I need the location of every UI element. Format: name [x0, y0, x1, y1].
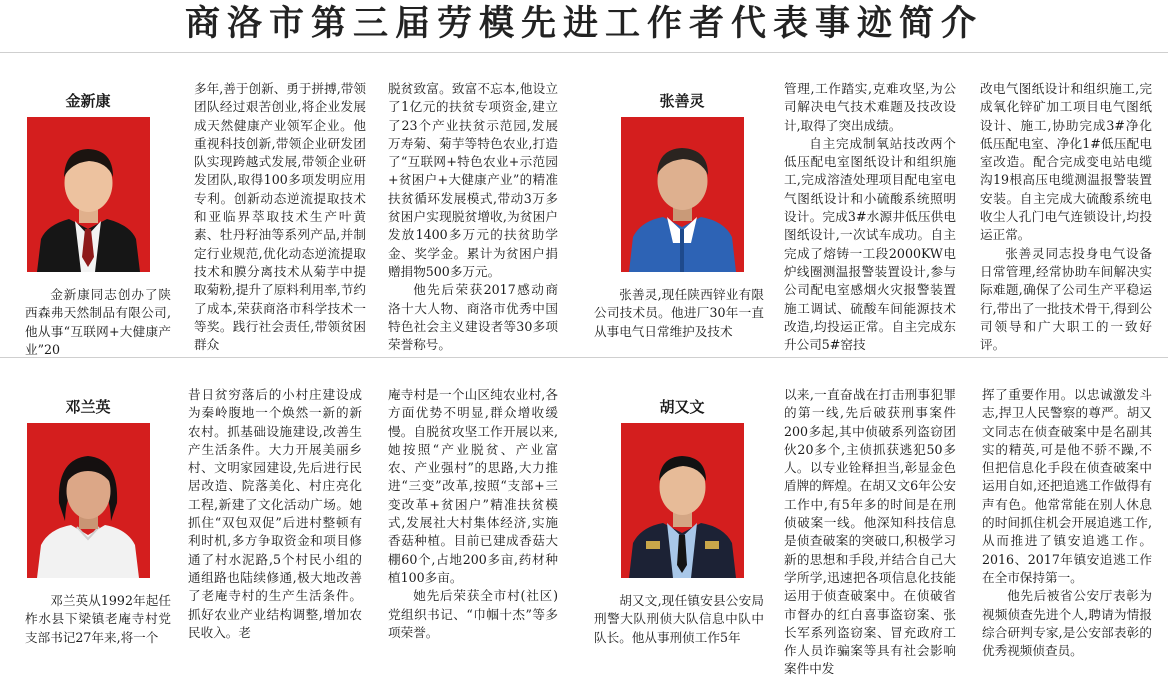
paragraph: 昔日贫穷落后的小村庄建设成为秦岭腹地一个焕然一新的新农村。抓基础设施建设,改善生产生活条件。大力开展美丽乡村、文明家园建设,先后进行民居改造、院落美化、村庄亮化工程,新建了文化活动广场。她抓住“双包双促”后进村整顿有利时机,多方争取资金和项目修通了村水泥路,5个村民小组的通组路也陆续修通,极大地改善了老庵寺村的生产生活条件。抓好农业产业结构调整,增加农民收入。老 [188, 387, 362, 640]
profile-text-column [594, 286, 764, 346]
paragraph: 脱贫致富。致富不忘本,他设立了1亿元的扶贫专项资金,建立了23个产业扶贫示范园,发展万寿菊、菊芋等特色农业,打造了“互联网+特色农业+示范园+贫困户+大健康产业”的精准扶贫循环发展模式,带动3万多贫困户实现脱贫增收,为贫困户发放1400多万元的扶贫助学金、奖学金。累计为贫困户捐赠捐物500多万元。 [388, 81, 558, 279]
paragraph: 挥了重要作用。以忠诚激发斗志,捍卫人民警察的尊严。胡又文同志在侦查破案中是名副其实的精英,可是他不骄不躁,不但把信息化手段在侦查破案中运用自如,还把追逃工作做得有声有色。他常常能在别人休息的时间抓住机会开展追逃工作,从而推进了镇安追逃工作。2016、2017年镇安追逃工作在全市保持第一。 [982, 387, 1152, 585]
paragraph: 邓兰英从1992年起任柞水县下梁镇老庵寺村党支部书记27年来,将一个 [25, 593, 171, 645]
profile-text-column [25, 286, 171, 357]
paragraph: 庵寺村是一个山区纯农业村,各方面优势不明显,群众增收缓慢。自脱贫攻坚工作开展以来,她按照“产业脱贫、产业富农、产业强村”的思路,大力推进“三变”改革,按照“支部+三变改革+贫困户”精准扶贫模式,发展社大村集体经济,实施香菇种植。目前已建成香菇大棚60个,占地200多亩,药材种植100多亩。 [388, 387, 558, 585]
profile-name: 张善灵 [659, 92, 705, 110]
profile-text-column [25, 592, 171, 643]
paragraph: 多年,善于创新、勇于拼搏,带领团队经过艰苦创业,将企业发展成天然健康产业领军企业。他重视科技创新,带领企业研发团队实现跨越式发展,带领企业研发团队,取得100多项发明应用专利。创新动态逆流提取技术和亚临界萃取技术生产叶黄素、牡丹籽油等系列产品,并制定行业规范,优化动态逆流提取技术和膜分离技术从菊芋中提取菊粉,提升了原料利用率,节约了成本,荣获商洛市科学技术一等奖。践行社会责任,带领贫困群众 [194, 81, 366, 353]
portrait-woman-white-shirt-icon [27, 423, 150, 578]
portrait-man-suit-icon [27, 117, 150, 272]
paragraph: 胡又文,现任镇安县公安局刑警大队刑侦大队信息中队中队长。他从事刑侦工作5年 [594, 593, 764, 645]
paragraph: 她先后荣获全市村(社区)党组织书记、“巾帼十杰”等多项荣誉。 [388, 588, 558, 640]
portrait-man-blue-jacket-icon [621, 117, 744, 272]
paragraph: 张善灵,现任陕西锌业有限公司技术员。他进厂30年一直从事电气日常维护及技术 [594, 287, 764, 339]
paragraph: 改电气图纸设计和组织施工,完成氧化锌矿加工项目电气图纸设计、施工,协助完成3#净化低压配电室、净化1#低压配电室改造。配合完成变电站电缆沟19根高压电缆测温报警装置安装。自主完成大硫酸系统电收尘人孔门电气连锁设计,均投运正常。 [980, 81, 1152, 243]
profile-text-column [982, 386, 1152, 659]
profile-text-column [980, 80, 1152, 353]
profile-text-column [594, 592, 764, 643]
paragraph: 他先后被省公安厅表彰为视频侦查先进个人,聘请为情报综合研判专家,是公安部表彰的优秀视频侦查员。 [982, 588, 1152, 659]
portrait-man-police-uniform-icon [621, 423, 744, 578]
row-divider [0, 357, 1168, 358]
profile-text-column [194, 80, 366, 353]
profile-text-column [388, 80, 558, 353]
paragraph: 他先后荣获2017感动商洛十大人物、商洛市优秀中国特色社会主义建设者等30多项荣誉称号。 [388, 282, 558, 353]
profile-text-column [784, 80, 956, 353]
profile-text-column [784, 386, 956, 677]
paragraph: 金新康同志创办了陕西森弗天然制品有限公司,他从事“互联网+大健康产业”20 [25, 287, 171, 357]
profile-name: 邓兰英 [65, 398, 111, 416]
profile-text-column [388, 386, 558, 643]
paragraph: 管理,工作踏实,克难攻坚,为公司解决电气技术难题及技改设计,取得了突出成绩。 [784, 81, 956, 133]
paragraph: 张善灵同志投身电气设备日常管理,经常协助车间解决实际难题,确保了公司生产平稳运行,带出了一批技术骨干,得到公司领导和广大职工的一致好评。 [980, 245, 1152, 353]
headline-divider [0, 52, 1168, 53]
profile-text-column [188, 386, 362, 643]
page-headline: 商洛市第三届劳模先进工作者代表事迹简介 [184, 4, 983, 44]
profile-name: 金新康 [65, 92, 111, 110]
paragraph: 以来,一直奋战在打击刑事犯罪的第一线,先后破获刑事案件200多起,其中侦破系列盗窃团伙20多个,主侦抓获逃犯50多人。以专业铨释担当,彰显金色盾牌的辉煌。在胡又文6年公安工作中,有5年多的时间是在刑侦破案一线。他深知科技信息是侦查破案的突破口,积极学习新的思想和手段,并结合自己大学所学,迅速把各项信息化技能运用于侦查破案中。在侦破省市督办的红白喜事盗窃案、张长军系列盗窃案、冒充政府工作人员诈骗案等具有社会影响案件中发 [784, 387, 956, 677]
profile-name: 胡又文 [659, 398, 705, 416]
paragraph: 自主完成制氧站技改两个低压配电室图纸设计和组织施工,完成溶渣处理项目配电室电气图纸设计和小硫酸系统照明设计。完成3#水源井低压供电图纸设计,一次试车成功。自主完成了熔铸一工段2000KW电炉线圈测温报警装置设计,参与公司配电室感烟火灾报警装置施工调试、硫酸车间能源技术改造,均投运正常。自主完成东升公司5#窑技 [784, 135, 956, 353]
